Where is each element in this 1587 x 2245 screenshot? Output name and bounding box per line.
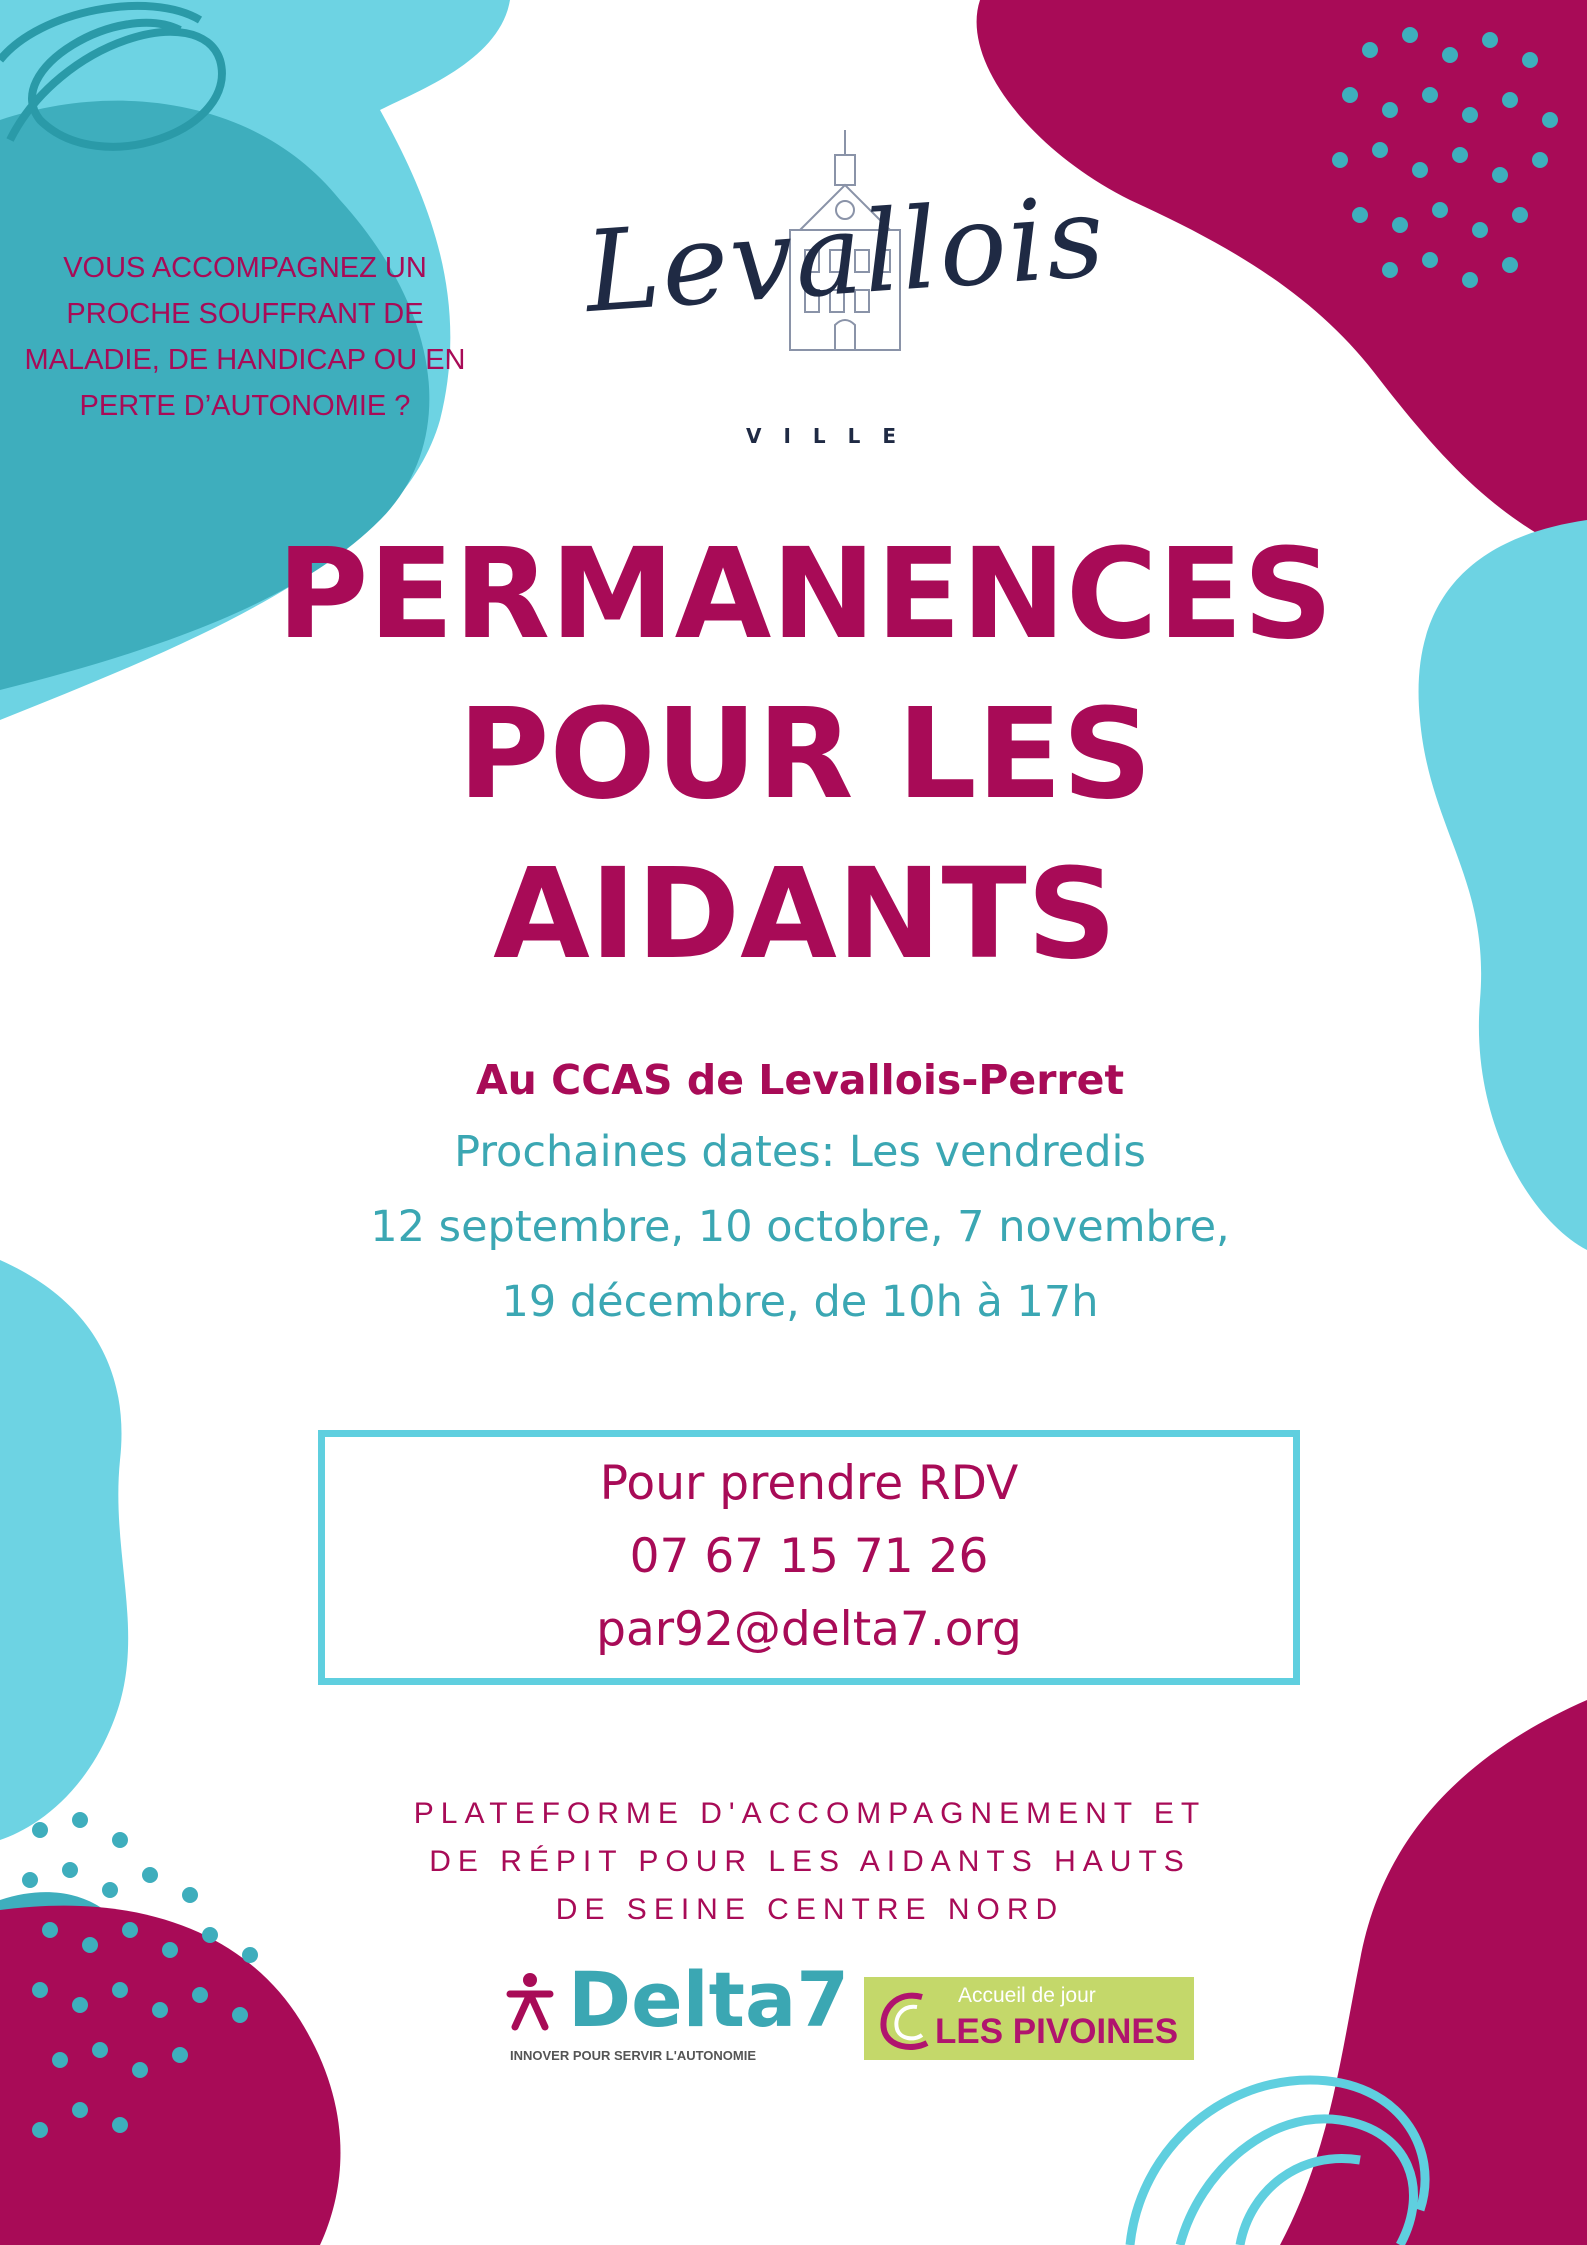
platform-line: DE SEINE CENTRE NORD bbox=[555, 1893, 1065, 1926]
intro-line: PERTE D’AUTONOMIE ? bbox=[79, 390, 411, 422]
appointment-box bbox=[318, 1430, 1300, 1685]
dates-intro: Prochaines dates: Les vendredis bbox=[454, 1127, 1146, 1177]
blob-right bbox=[1419, 520, 1587, 1250]
dates-line: 12 septembre, 10 octobre, 7 novembre, bbox=[370, 1202, 1230, 1252]
platform-description bbox=[350, 1790, 1270, 1934]
title-line: AIDANTS bbox=[493, 842, 1117, 987]
pivoines-swirl-icon bbox=[872, 1985, 942, 2055]
dates-line: 19 décembre, de 10h à 17h bbox=[501, 1277, 1099, 1327]
venue: Au CCAS de Levallois-Perret bbox=[475, 1056, 1125, 1104]
intro-line: PROCHE SOUFFRANT DE bbox=[66, 298, 424, 330]
logo-subtitle: VILLE bbox=[746, 424, 919, 448]
delta7-figure-icon bbox=[505, 1972, 555, 2032]
intro-line: MALADIE, DE HANDICAP OU EN bbox=[24, 344, 466, 376]
pivoines-name: LES PIVOINES bbox=[935, 2012, 1179, 2051]
platform-line: DE RÉPIT POUR LES AIDANTS HAUTS bbox=[429, 1845, 1191, 1878]
email-address[interactable]: par92@delta7.org bbox=[596, 1602, 1022, 1657]
phone-number[interactable]: 07 67 15 71 26 bbox=[629, 1529, 989, 1584]
delta7-logo: Delta7 bbox=[568, 1955, 850, 2044]
title-line: POUR LES bbox=[457, 682, 1153, 827]
delta7-tagline: INNOVER POUR SERVIR L'AUTONOMIE bbox=[510, 2048, 757, 2063]
appointment-label: Pour prendre RDV bbox=[599, 1456, 1019, 1511]
logo-wordmark: Levallois bbox=[581, 171, 1110, 339]
pivoines-subtitle: Accueil de jour bbox=[958, 1984, 1096, 2007]
platform-line: PLATEFORME D'ACCOMPAGNEMENT ET bbox=[413, 1797, 1207, 1830]
intro-question bbox=[10, 245, 480, 429]
event-info bbox=[300, 1045, 1300, 1340]
blob-left-mid bbox=[0, 1260, 128, 1840]
intro-line: VOUS ACCOMPAGNEZ UN bbox=[63, 252, 427, 284]
main-title bbox=[180, 515, 1430, 995]
title-line: PERMANENCES bbox=[276, 522, 1334, 667]
